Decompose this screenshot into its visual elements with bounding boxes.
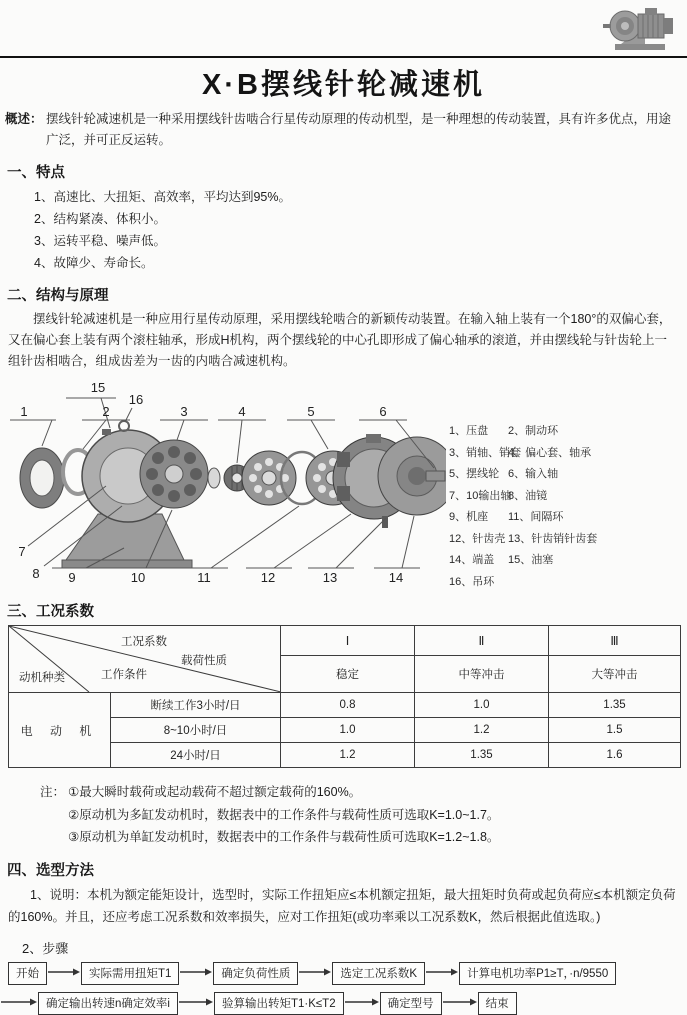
note-item: ①最大瞬时载荷或起动载荷不超过额定载荷的160%。: [68, 785, 362, 799]
flow-step-verify-torque: 验算输出转矩T1·K≤T2: [214, 992, 344, 1015]
callout-11: 11: [197, 570, 211, 585]
value-cell: 1.6: [549, 743, 681, 768]
callout-2: 2: [102, 404, 110, 419]
callout-10: 10: [130, 570, 146, 585]
column-header-roman: Ⅰ: [281, 626, 415, 656]
part-item: 14、端盖: [449, 554, 495, 566]
value-cell: 1.35: [415, 743, 549, 768]
column-header-roman: Ⅲ: [549, 626, 681, 656]
value-cell: 1.35: [549, 693, 681, 718]
flow-arrow-icon: [426, 964, 458, 982]
part-item: 8、油镜: [508, 489, 548, 502]
corner-label-load-nature: 载荷性质: [181, 655, 227, 667]
feature-item: 1、高速比、大扭矩、高效率，平均达到95%。: [34, 190, 291, 204]
structure-paragraph: 摆线针轮减速机是一种应用行星传动原理，采用摆线轮啮合的新颖传动装置。在输入轴上装有一个180°的双偏心套，又在偏心套上装有两个滚柱轴承，形成H机构，两个摆线轮的中心孔即形成了偏心轴承的滚道，并由摆线轮与针齿轮上一组针齿相啮合，组成齿差为一齿的内啮合减速机构。: [8, 312, 672, 368]
steps-label: 2、步骤: [22, 940, 69, 956]
parts-list-right: [508, 421, 683, 572]
overview-label: 概述：: [5, 112, 43, 126]
column-header-roman: Ⅱ: [415, 626, 549, 656]
column-header-load: 稳定: [281, 656, 415, 693]
value-cell: 1.2: [281, 743, 415, 768]
value-cell: 1.5: [549, 718, 681, 743]
callout-12: 12: [260, 570, 276, 585]
header-rule: [0, 56, 687, 58]
note-item: ②原动机为多缸发动机时，数据表中的工作条件与载荷性质可选取K=1.0~1.7。: [68, 807, 500, 822]
flow-arrow-icon: [299, 964, 331, 982]
part-item: 15、油塞: [508, 554, 554, 566]
callout-9: 9: [68, 570, 76, 585]
callout-15: 15: [90, 380, 106, 395]
flow-step-load-nature: 确定负荷性质: [213, 962, 298, 985]
flow-step-model: 确定型号: [380, 992, 442, 1015]
flow-arrow-icon: [179, 994, 213, 1012]
working-condition-table: [8, 625, 681, 768]
callout-13: 13: [322, 570, 338, 585]
flow-step-output-speed: 确定输出转速n确定效率i: [38, 992, 178, 1015]
column-header-load: 中等冲击: [415, 656, 549, 693]
part-item: 1、压盘: [449, 425, 489, 437]
part-item: 11、间隔环: [508, 511, 564, 523]
gear-motor-photo: [597, 4, 681, 54]
overview-text: 摆线针轮减速机是一种采用摆线针齿啮合行星传动原理的传动机型，是一种理想的传动装置，具有许多优点，用途广泛，并可正反运转。: [46, 112, 672, 147]
note-item: ③原动机为单缸发动机时，数据表中的工作条件与载荷性质可选取K=1.2~1.8。: [68, 830, 500, 844]
value-cell: 0.8: [281, 693, 415, 718]
callout-3: 3: [180, 404, 188, 419]
section-heading-structure: 二、结构与原理: [7, 288, 109, 304]
callout-5: 5: [307, 404, 315, 419]
exploded-view-drawing: [6, 378, 446, 588]
part-item: 3、销轴、销套: [449, 446, 522, 459]
callout-7: 7: [18, 544, 26, 559]
part-item: 9、机座: [449, 511, 489, 523]
column-header-load: 大等冲击: [549, 656, 681, 693]
table-notes: [0, 781, 687, 849]
condition-cell: 24小时/日: [111, 743, 281, 768]
flow-step-coefficient-k: 选定工况系数K: [332, 962, 425, 985]
condition-cell: 断续工作3小时/日: [111, 693, 281, 718]
exploded-view-diagram: [0, 378, 687, 590]
section-heading-features: 一、特点: [7, 165, 65, 181]
flow-step-start: 开始: [8, 962, 47, 985]
value-cell: 1.2: [415, 718, 549, 743]
part-item: 5、摆线轮: [449, 468, 500, 480]
value-cell: 1.0: [415, 693, 549, 718]
part-item: 6、输入轴: [508, 468, 559, 480]
flowchart-row-2: [0, 992, 687, 1015]
condition-cell: 8~10小时/日: [111, 718, 281, 743]
flow-arrow-icon: [48, 964, 80, 982]
flow-arrow-icon: [345, 994, 379, 1012]
flow-arrow-icon: [1, 994, 37, 1012]
table-corner-cell: [9, 626, 281, 693]
part-item: 12、针齿壳: [449, 532, 506, 545]
notes-label: 注：: [40, 785, 66, 799]
corner-label-work-condition: 工作条件: [101, 669, 147, 681]
value-cell: 1.0: [281, 718, 415, 743]
flow-step-motor-power: 计算电机功率P1≥T，·n/9550: [459, 962, 616, 985]
section-heading-coefficients: 三、工况系数: [7, 604, 94, 620]
callout-4: 4: [238, 404, 246, 419]
flowchart-row-1: [8, 962, 687, 985]
callout-16: 16: [128, 392, 144, 407]
part-item: 13、针齿销针齿套: [508, 532, 598, 545]
callout-6: 6: [379, 404, 387, 419]
part-item: 7、10输出轴: [449, 489, 512, 502]
part-item: 2、制动环: [508, 425, 559, 437]
overview-paragraph: [0, 109, 687, 151]
feature-item: 4、故障少、寿命长。: [34, 256, 154, 270]
section-heading-selection: 四、选型方法: [7, 862, 94, 879]
feature-item: 3、运转平稳、噪声低。: [34, 234, 166, 248]
corner-label-motor-type: 动机种类: [19, 672, 65, 684]
flow-step-required-torque: 实际需用扭矩T1: [81, 962, 179, 985]
callout-1: 1: [20, 404, 28, 419]
flow-arrow-icon: [443, 994, 477, 1012]
feature-item: 2、结构紧凑、体积小。: [34, 212, 166, 226]
callout-14: 14: [388, 570, 404, 585]
page-title: X·B摆线针轮减速机: [202, 69, 485, 101]
row-group-motor: 电 动 机: [9, 693, 111, 768]
flow-step-end: 结束: [478, 992, 517, 1015]
part-item: 4、偏心套、轴承: [508, 446, 592, 459]
corner-label-coefficient: 工况系数: [121, 636, 167, 648]
part-item: 16、吊环: [449, 575, 495, 588]
callout-8: 8: [32, 566, 40, 581]
flow-arrow-icon: [180, 964, 212, 982]
selection-paragraph: 1、说明：本机为额定能矩设计，选型时，实际工作扭矩应≤本机额定扭矩，最大扭矩时负荷或起负荷应≤本机额定负荷的160%。并且，还应考虑工况系数和效率损失，应对工作扭矩(或功率乘以工况系数K，然后根据此值选取。): [8, 887, 676, 924]
